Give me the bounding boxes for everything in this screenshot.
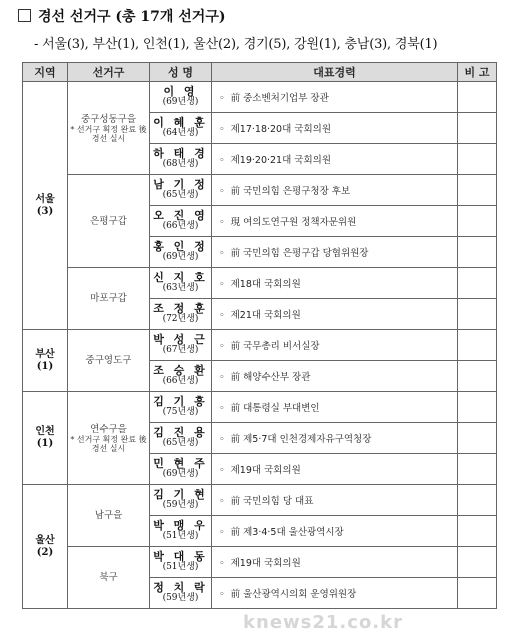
remark-cell — [458, 392, 497, 423]
header-name: 성 명 — [150, 63, 212, 82]
career-cell — [212, 268, 458, 299]
table-row — [23, 268, 497, 299]
remark-cell — [458, 299, 497, 330]
bullet-icon: ◦ — [219, 248, 225, 259]
region-cell — [23, 392, 68, 485]
bullet-icon: ◦ — [219, 279, 225, 290]
candidate-birth-year: (64년생) — [162, 128, 199, 138]
remark-cell — [458, 237, 497, 268]
career-text: 前 국무총리 비서실장 — [230, 341, 320, 352]
career-cell — [212, 423, 458, 454]
region-count: (3) — [36, 205, 54, 217]
remark-cell — [458, 144, 497, 175]
candidate-birth-year: (59년생) — [162, 500, 199, 510]
candidate-cell — [150, 485, 212, 516]
career-cell — [212, 578, 458, 609]
candidate-cell — [150, 330, 212, 361]
candidate-birth-year: (69년생) — [162, 97, 199, 107]
career-text: 제17·18·20대 국회의원 — [230, 124, 331, 135]
candidate-name: 정 치 락 — [153, 581, 208, 594]
candidate-name: 김 진 용 — [153, 426, 208, 439]
candidate-name: 오 진 영 — [153, 209, 208, 222]
candidate-table — [22, 62, 497, 609]
region-summary: - 서울(3), 부산(1), 인천(1), 울산(2), 경기(5), 강원(1), 충남(3), 경북(1) — [34, 37, 438, 52]
district-note: * 선거구 획정 완료 後 경선 실시 — [70, 124, 147, 143]
candidate-name: 조 승 환 — [153, 364, 208, 377]
career-text: 前 대통령실 부대변인 — [230, 403, 320, 414]
candidate-cell — [150, 454, 212, 485]
candidate-name: 박 대 동 — [153, 550, 208, 563]
district-name: 연수구을 — [90, 423, 127, 435]
remark-cell — [458, 361, 497, 392]
career-cell — [212, 299, 458, 330]
bullet-icon: ◦ — [219, 527, 225, 538]
career-cell — [212, 392, 458, 423]
remark-cell — [458, 516, 497, 547]
remark-cell — [458, 485, 497, 516]
bullet-icon: ◦ — [219, 341, 225, 352]
candidate-name: 김 기 흥 — [153, 395, 208, 408]
district-name: 은평구갑 — [90, 215, 127, 227]
candidate-name: 박 맹 우 — [153, 519, 208, 532]
district-cell — [68, 485, 150, 547]
candidate-birth-year: (68년생) — [162, 159, 199, 169]
career-text: 前 중소벤처기업부 장관 — [230, 93, 329, 104]
bullet-icon: ◦ — [219, 558, 225, 569]
section-title — [18, 6, 225, 26]
candidate-cell — [150, 392, 212, 423]
career-text: 제19대 국회의원 — [230, 558, 301, 569]
table-header-row — [23, 63, 497, 82]
remark-cell — [458, 175, 497, 206]
table-row — [23, 82, 497, 113]
bullet-icon: ◦ — [219, 124, 225, 135]
district-name: 북구 — [99, 572, 118, 583]
header-career: 대표경력 — [212, 63, 458, 82]
remark-cell — [458, 330, 497, 361]
candidate-name: 홍 인 정 — [153, 240, 208, 253]
section-title-text: 경선 선거구 (총 17개 선거구) — [38, 9, 226, 25]
region-count: (2) — [36, 546, 54, 558]
career-cell — [212, 330, 458, 361]
header-district: 선거구 — [68, 63, 150, 82]
bullet-icon: ◦ — [219, 217, 225, 228]
region-count: (1) — [36, 438, 54, 449]
candidate-birth-year: (69년생) — [162, 469, 199, 479]
district-cell — [68, 547, 150, 609]
district-cell — [68, 82, 150, 175]
remark-cell — [458, 82, 497, 113]
candidate-cell — [150, 206, 212, 237]
career-text: 前 국민의힘 은평구갑 당협위원장 — [230, 248, 369, 259]
region-cell — [23, 330, 68, 392]
district-name: 중구영도구 — [85, 355, 132, 366]
bullet-icon: ◦ — [219, 403, 225, 414]
region-name: 울산 — [35, 534, 55, 546]
candidate-birth-year: (72년생) — [162, 314, 199, 324]
candidate-cell — [150, 578, 212, 609]
candidate-cell — [150, 423, 212, 454]
remark-cell — [458, 454, 497, 485]
remark-cell — [458, 206, 497, 237]
bullet-icon: ◦ — [219, 93, 225, 104]
remark-cell — [458, 268, 497, 299]
candidate-cell — [150, 113, 212, 144]
candidate-birth-year: (75년생) — [162, 407, 199, 417]
district-cell — [68, 392, 150, 485]
checkbox-icon — [18, 9, 31, 22]
career-text: 現 여의도연구원 정책자문위원 — [230, 217, 357, 228]
candidate-name: 남 기 정 — [153, 178, 208, 191]
bullet-icon: ◦ — [219, 186, 225, 197]
region-name: 부산 — [35, 348, 55, 360]
candidate-birth-year: (65년생) — [162, 190, 199, 200]
career-cell — [212, 237, 458, 268]
table-body — [23, 82, 497, 609]
career-text: 제19대 국회의원 — [230, 465, 301, 476]
watermark: knews21.co.kr — [243, 612, 403, 633]
career-cell — [212, 144, 458, 175]
candidate-birth-year: (65년생) — [162, 438, 199, 448]
candidate-cell — [150, 175, 212, 206]
career-cell — [212, 82, 458, 113]
candidate-birth-year: (67년생) — [162, 345, 199, 355]
bullet-icon: ◦ — [219, 155, 225, 166]
candidate-cell — [150, 144, 212, 175]
candidate-name: 조 정 훈 — [153, 302, 208, 315]
remark-cell — [458, 547, 497, 578]
candidate-birth-year: (66년생) — [162, 221, 199, 231]
bullet-icon: ◦ — [219, 372, 225, 383]
career-text: 前 울산광역시의회 운영위원장 — [230, 589, 357, 600]
candidate-cell — [150, 516, 212, 547]
candidate-name: 이 영 — [163, 85, 198, 98]
region-cell — [23, 485, 68, 609]
career-cell — [212, 454, 458, 485]
table-row — [23, 392, 497, 423]
career-text: 前 제5·7대 인천경제자유구역청장 — [230, 434, 372, 445]
candidate-name: 김 기 현 — [153, 488, 208, 501]
region-name: 서울 — [35, 193, 55, 205]
region-cell — [23, 82, 68, 330]
candidate-birth-year: (63년생) — [162, 283, 199, 293]
bullet-icon: ◦ — [219, 434, 225, 445]
career-cell — [212, 113, 458, 144]
candidate-birth-year: (69년생) — [162, 252, 199, 262]
candidate-birth-year: (51년생) — [162, 531, 199, 541]
bullet-icon: ◦ — [219, 589, 225, 600]
candidate-name: 민 현 주 — [153, 457, 208, 470]
district-cell — [68, 175, 150, 268]
candidate-name: 신 지 호 — [153, 271, 208, 284]
candidate-birth-year: (59년생) — [162, 593, 199, 603]
bullet-icon: ◦ — [219, 310, 225, 321]
district-note: * 선거구 획정 완료 後 경선 실시 — [70, 434, 147, 453]
region-name: 인천 — [35, 426, 55, 437]
table-row — [23, 485, 497, 516]
district-cell — [68, 268, 150, 330]
district-cell — [68, 330, 150, 392]
header-remark: 비 고 — [458, 63, 497, 82]
candidate-cell — [150, 268, 212, 299]
career-text: 제19·20·21대 국회의원 — [230, 155, 331, 166]
bullet-icon: ◦ — [219, 496, 225, 507]
career-cell — [212, 361, 458, 392]
career-text: 前 국민의힘 은평구청장 후보 — [230, 186, 351, 197]
candidate-cell — [150, 299, 212, 330]
candidate-cell — [150, 237, 212, 268]
district-name: 중구성동구을 — [80, 113, 137, 125]
table-row — [23, 547, 497, 578]
career-cell — [212, 206, 458, 237]
career-cell — [212, 485, 458, 516]
remark-cell — [458, 578, 497, 609]
career-text: 前 국민의힘 당 대표 — [230, 496, 314, 507]
bullet-icon: ◦ — [219, 465, 225, 476]
candidate-cell — [150, 547, 212, 578]
candidate-name: 박 성 근 — [153, 333, 208, 346]
region-count: (1) — [36, 360, 54, 372]
candidate-birth-year: (66년생) — [162, 376, 199, 386]
candidate-name: 이 혜 훈 — [153, 116, 208, 129]
district-name: 남구을 — [94, 510, 123, 521]
table-row — [23, 175, 497, 206]
candidate-cell — [150, 82, 212, 113]
candidate-cell — [150, 361, 212, 392]
career-cell — [212, 547, 458, 578]
remark-cell — [458, 423, 497, 454]
career-cell — [212, 516, 458, 547]
career-text: 前 제3·4·5대 울산광역시장 — [230, 527, 344, 538]
header-region: 지역 — [23, 63, 68, 82]
candidate-birth-year: (51년생) — [162, 562, 199, 572]
career-text: 제18대 국회의원 — [230, 279, 301, 290]
table-row — [23, 330, 497, 361]
candidate-name: 하 태 경 — [153, 147, 208, 160]
career-text: 前 해양수산부 장관 — [230, 372, 311, 383]
remark-cell — [458, 113, 497, 144]
career-cell — [212, 175, 458, 206]
district-name: 마포구갑 — [90, 293, 127, 304]
career-text: 제21대 국회의원 — [230, 310, 301, 321]
